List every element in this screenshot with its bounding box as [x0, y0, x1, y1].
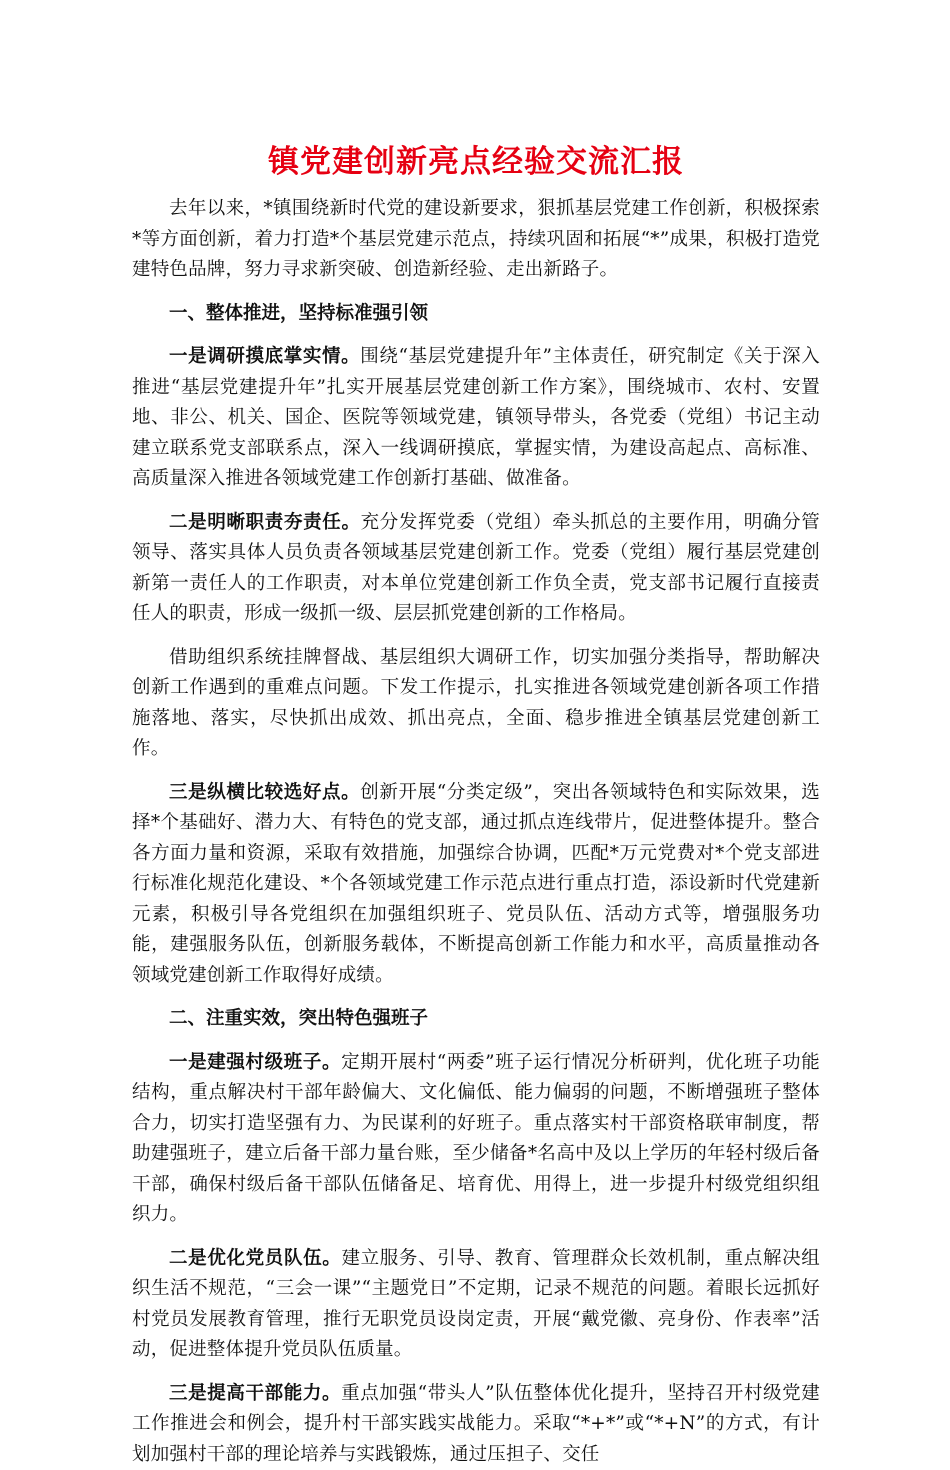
section-heading-2: 二、注重实效，突出特色强班子 — [132, 1004, 820, 1035]
paragraph-lead: 一是调研摸底掌实情。 — [169, 346, 360, 367]
paragraph-research — [132, 342, 820, 495]
paragraph-party-members — [132, 1244, 820, 1366]
paragraph-village-team — [132, 1048, 820, 1231]
paragraph-lead: 三是提高干部能力。 — [169, 1383, 341, 1404]
paragraph-cadre-ability — [132, 1379, 820, 1470]
paragraph-text: 创新开展“分类定级”，突出各领域特色和实际效果，选择*个基础好、潜力大、有特色的党支部，通过抓点连线带片，促进整体提升。整合各方面力量和资源，采取有效措施，加强综合协调，匹配*万元党费对*个党支部进行标准化规范化建设、*个各领域党建工作示范点进行重点打造，添设新时代党建新元素，积极引导各党组织在加强组织班子、党员队伍、活动方式等，增强服务功能，建强服务队伍，创新服务载体，不断提高创新工作能力和水平，高质量推动各领域党建创新工作取得好成绩。 — [132, 782, 820, 986]
paragraph-text: 定期开展村“两委”班子运行情况分析研判，优化班子功能结构，重点解决村干部年龄偏大、文化偏低、能力偏弱的问题，不断增强班子整体合力，切实打造坚强有力、为民谋利的好班子。重点落实村干部资格联审制度，帮助建强班子，建立后备干部力量台账，至少储备*名高中及以上学历的年轻村级后备干部，确保村级后备干部队伍储备足、培育优、用得上，进一步提升村级党组织组织力。 — [132, 1052, 820, 1226]
paragraph-lead: 二是优化党员队伍。 — [169, 1248, 341, 1269]
paragraph-lead: 三是纵横比较选好点。 — [169, 782, 360, 803]
paragraph-lead: 二是明晰职责夯责任。 — [169, 512, 361, 533]
section-heading-1: 一、整体推进，坚持标准强引领 — [132, 299, 820, 330]
paragraph-text: 重点加强“带头人”队伍整体优化提升，坚持召开村级党建工作推进会和例会，提升村干部实践实战能力。采取“*+*”或“*+N”的方式，有计划加强村干部的理论培养与实践锻炼，通过压担子、交任 — [132, 1383, 820, 1465]
document-title: 镇党建创新亮点经验交流汇报 — [132, 140, 820, 184]
paragraph-text: 建立服务、引导、教育、管理群众长效机制，重点解决组织生活不规范，“三会一课”“主题党日”不定期，记录不规范的问题。着眼长远抓好村党员发展教育管理，推行无职党员设岗定责，开展“戴党徽、亮身份、作表率”活动，促进整体提升党员队伍质量。 — [132, 1248, 820, 1361]
paragraph-supervision: 借助组织系统挂牌督战、基层组织大调研工作，切实加强分类指导，帮助解决创新工作遇到的重难点问题。下发工作提示，扎实推进各领域党建创新各项工作措施落地、落实，尽快抓出成效、抓出亮点，全面、稳步推进全镇基层党建创新工作。 — [132, 643, 820, 765]
paragraph-responsibility — [132, 508, 820, 630]
paragraph-selection — [132, 778, 820, 992]
paragraph-text: 围绕“基层党建提升年”主体责任，研究制定《关于深入推进“基层党建提升年”扎实开展基层党建创新工作方案》，围绕城市、农村、安置地、非公、机关、国企、医院等领域党建，镇领导带头，各党委（党组）书记主动建立联系党支部联系点，深入一线调研摸底，掌握实情，为建设高起点、高标准、高质量深入推进各领域党建工作创新打基础、做准备。 — [132, 346, 820, 489]
intro-paragraph: 去年以来，*镇围绕新时代党的建设新要求，狠抓基层党建工作创新，积极探索*等方面创新，着力打造*个基层党建示范点，持续巩固和拓展“*”成果，积极打造党建特色品牌，努力寻求新突破、创造新经验、走出新路子。 — [132, 194, 820, 286]
paragraph-text: 充分发挥党委（党组）牵头抓总的主要作用，明确分管领导、落实具体人员负责各领域基层党建创新工作。党委（党组）履行基层党建创新第一责任人的工作职责，对本单位党建创新工作负全责，党支部书记履行直接责任人的职责，形成一级抓一级、层层抓党建创新的工作格局。 — [132, 512, 820, 625]
paragraph-lead: 一是建强村级班子。 — [169, 1052, 341, 1073]
